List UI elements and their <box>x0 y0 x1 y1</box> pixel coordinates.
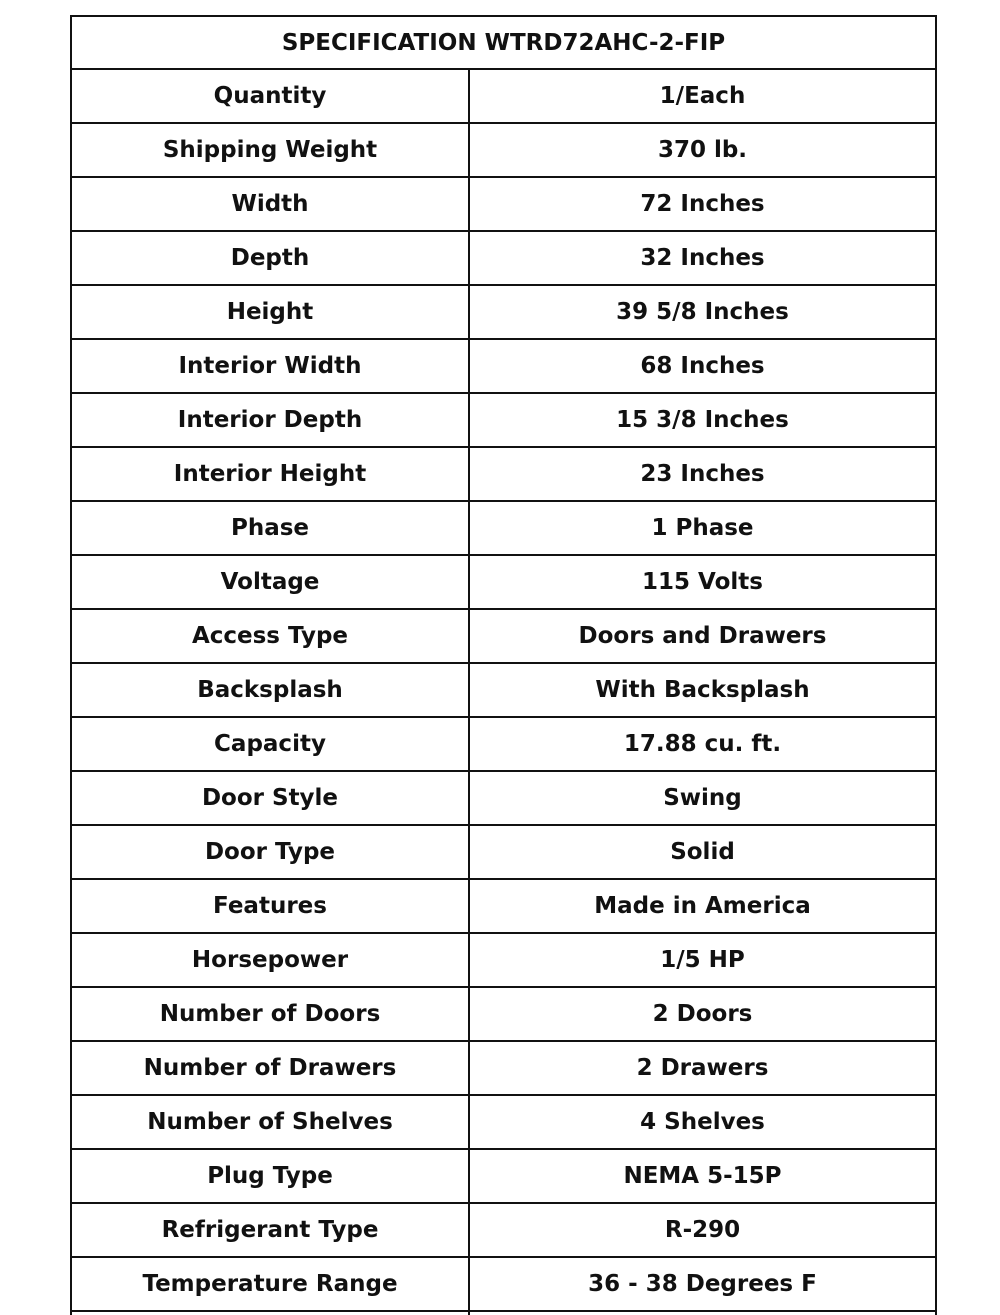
spec-label: Plug Type <box>71 1149 469 1203</box>
table-row <box>71 339 936 393</box>
spec-value: 1 Phase <box>469 501 936 555</box>
table-title: SPECIFICATION WTRD72AHC-2-FIP <box>71 16 936 69</box>
spec-value: 2 Drawers <box>469 1041 936 1095</box>
spec-label: Refrigerant Type <box>71 1203 469 1257</box>
spec-label: Door Type <box>71 825 469 879</box>
spec-label: Number of Doors <box>71 987 469 1041</box>
table-row <box>71 663 936 717</box>
spec-value: 1/5 HP <box>469 933 936 987</box>
spec-label: Interior Width <box>71 339 469 393</box>
spec-value: 15 3/8 Inches <box>469 393 936 447</box>
table-row <box>71 879 936 933</box>
table-row <box>71 771 936 825</box>
spec-label: Capacity <box>71 717 469 771</box>
table-row <box>71 555 936 609</box>
table-row <box>71 231 936 285</box>
spec-value: 370 lb. <box>469 123 936 177</box>
spec-value: R-290 <box>469 1203 936 1257</box>
table-row <box>71 933 936 987</box>
spec-value: Solid <box>469 825 936 879</box>
spec-value: 32 Inches <box>469 231 936 285</box>
spec-value: 72 Inches <box>469 177 936 231</box>
table-header-row <box>71 16 936 69</box>
table-row <box>71 447 936 501</box>
spec-value: 68 Inches <box>469 339 936 393</box>
spec-value: NEMA 5-15P <box>469 1149 936 1203</box>
spec-value: Swing <box>469 771 936 825</box>
spec-value: With Backsplash <box>469 663 936 717</box>
spec-value: 39 5/8 Inches <box>469 285 936 339</box>
table-row <box>71 1257 936 1311</box>
spec-value: 4 Shelves <box>469 1095 936 1149</box>
table-row <box>71 285 936 339</box>
table-row <box>71 825 936 879</box>
spec-label: Depth <box>71 231 469 285</box>
table-row <box>71 501 936 555</box>
table-row <box>71 177 936 231</box>
spec-label: Interior Depth <box>71 393 469 447</box>
spec-label: Features <box>71 879 469 933</box>
spec-label: Quantity <box>71 69 469 123</box>
spec-label: Access Type <box>71 609 469 663</box>
spec-value: Doors and Drawers <box>469 609 936 663</box>
spec-label: Shipping Weight <box>71 123 469 177</box>
spec-label: Number of Shelves <box>71 1095 469 1149</box>
table-row <box>71 1149 936 1203</box>
spec-label: Phase <box>71 501 469 555</box>
table-row <box>71 717 936 771</box>
spec-label: Door Style <box>71 771 469 825</box>
table-row <box>71 1041 936 1095</box>
table-row <box>71 69 936 123</box>
spec-value: 2 Doors <box>469 987 936 1041</box>
spec-label: Temperature Range <box>71 1257 469 1311</box>
table-row <box>71 1203 936 1257</box>
spec-label: Backsplash <box>71 663 469 717</box>
spec-label: Horsepower <box>71 933 469 987</box>
spec-label: Interior Height <box>71 447 469 501</box>
spec-value: 23 Inches <box>469 447 936 501</box>
table-row <box>71 1095 936 1149</box>
spec-label: Width <box>71 177 469 231</box>
specification-table <box>70 15 937 1315</box>
table-row <box>71 609 936 663</box>
table-row <box>71 987 936 1041</box>
spec-value: 17.88 cu. ft. <box>469 717 936 771</box>
table-row <box>71 123 936 177</box>
spec-label: Height <box>71 285 469 339</box>
table-row <box>71 393 936 447</box>
spec-label: Voltage <box>71 555 469 609</box>
spec-value: 115 Volts <box>469 555 936 609</box>
spec-value: 36 - 38 Degrees F <box>469 1257 936 1311</box>
spec-value: 1/Each <box>469 69 936 123</box>
spec-value: Made in America <box>469 879 936 933</box>
table-body <box>71 69 936 1315</box>
spec-label: Number of Drawers <box>71 1041 469 1095</box>
